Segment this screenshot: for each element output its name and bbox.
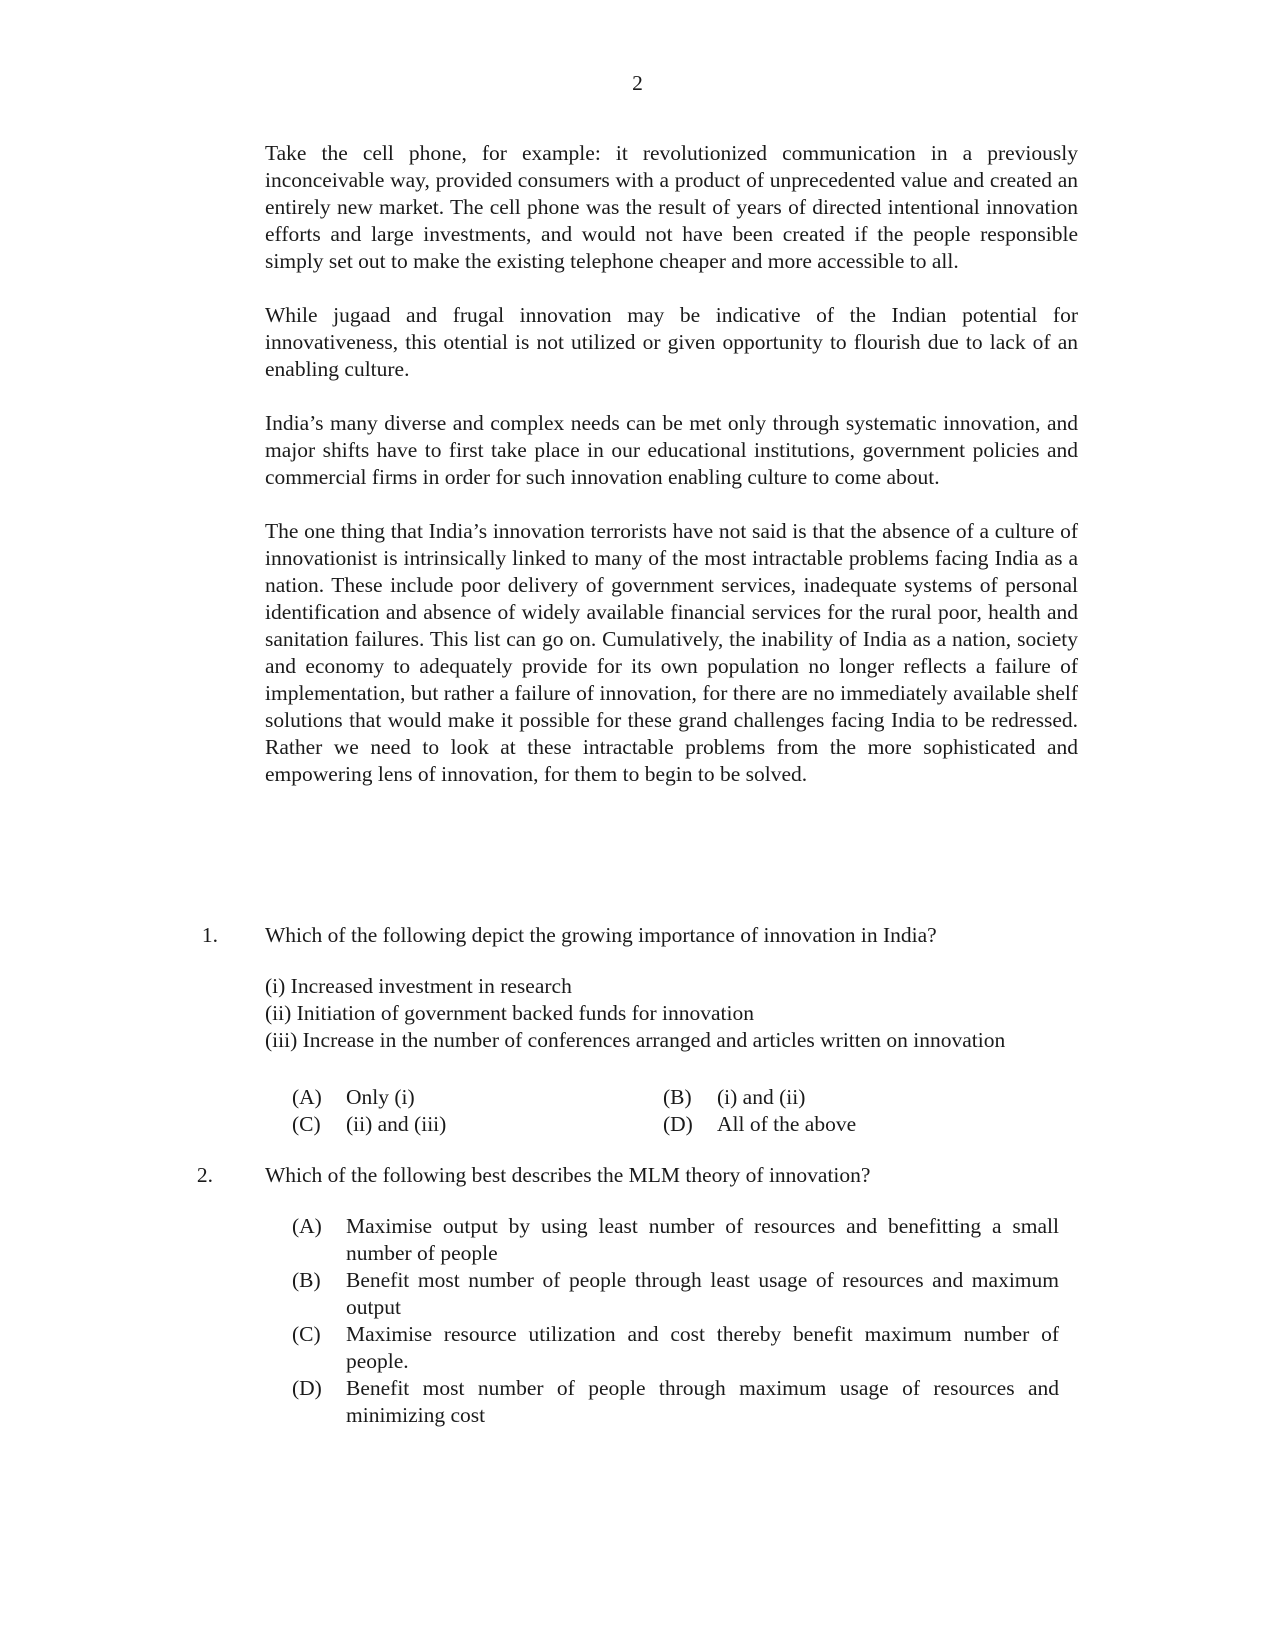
statement-item: (i) Increased investment in research	[265, 974, 572, 998]
question-text: Which of the following best describes the MLM theory of innovation?	[265, 1163, 871, 1187]
option-letter: (C)	[292, 1322, 321, 1346]
option-letter: (D)	[292, 1376, 322, 1400]
passage-paragraph: Take the cell phone, for example: it revolutionized communication in a previously inconceivable way, provided consumers with a product of unprecedented value and created an entirely new market. The cell phone was the result of years of directed intentional innovation efforts and large investments, and would not have been created if the people responsible simply set out to make the existing telephone cheaper and more accessible to all.	[265, 141, 1078, 273]
option-text: (ii) and (iii)	[346, 1112, 447, 1136]
passage-paragraph: The one thing that India’s innovation terrorists have not said is that the absence of a culture of innovationist is intrinsically linked to many of the most intractable problems facing India as a nation. These include poor delivery of government services, inadequate systems of personal identification and absence of widely available financial services for the rural poor, health and sanitation failures. This list can go on. Cumulatively, the inability of India as a nation, society and economy to adequately provide for its own population no longer reflects a failure of implementation, but rather a failure of innovation, for there are no immediately available shelf solutions that would make it possible for these grand challenges facing India to be redressed. Rather we need to look at these intractable problems from the more sophisticated and empowering lens of innovation, for them to begin to be solved.	[265, 519, 1078, 786]
option-letter: (A)	[292, 1214, 322, 1238]
page-number: 2	[632, 71, 643, 95]
option-text: Maximise resource utilization and cost thereby benefit maximum number of people.	[346, 1322, 1059, 1373]
option-letter: (C)	[292, 1112, 321, 1136]
question-number: 2.	[196, 1163, 213, 1187]
passage-paragraph: While jugaad and frugal innovation may be indicative of the Indian potential for innovativeness, this otential is not utilized or given opportunity to flourish due to lack of an enabling culture.	[265, 303, 1078, 381]
option-b[interactable]	[292, 1267, 1059, 1321]
answer-options	[292, 1213, 1059, 1429]
statement-item: (iii) Increase in the number of conferences arranged and articles written on innovation	[265, 1028, 1006, 1052]
option-row	[292, 1084, 912, 1111]
option-d[interactable]	[663, 1111, 856, 1138]
question-text: Which of the following depict the growing importance of innovation in India?	[265, 923, 937, 947]
option-text: (i) and (ii)	[717, 1085, 806, 1109]
option-text: All of the above	[717, 1112, 857, 1136]
option-text: Maximise output by using least number of resources and benefitting a small number of people	[346, 1214, 1059, 1265]
option-a[interactable]	[292, 1213, 1059, 1267]
option-b[interactable]	[663, 1084, 805, 1111]
statement-list	[265, 973, 1085, 1054]
reading-passage	[265, 140, 1078, 815]
option-a[interactable]	[292, 1084, 415, 1111]
statement-item: (ii) Initiation of government backed funds for innovation	[265, 1001, 754, 1025]
option-text: Only (i)	[346, 1085, 415, 1109]
option-c[interactable]	[292, 1111, 446, 1138]
answer-options	[292, 1084, 912, 1138]
question-number: 1.	[201, 923, 218, 947]
option-letter: (A)	[292, 1085, 322, 1109]
option-text: Benefit most number of people through maximum usage of resources and minimizing cost	[346, 1376, 1059, 1427]
option-letter: (D)	[663, 1112, 693, 1136]
option-letter: (B)	[292, 1268, 321, 1292]
option-c[interactable]	[292, 1321, 1059, 1375]
passage-paragraph: India’s many diverse and complex needs can be met only through systematic innovation, and major shifts have to first take place in our educational institutions, government policies and commercial firms in order for such innovation enabling culture to come about.	[265, 411, 1078, 489]
option-letter: (B)	[663, 1085, 692, 1109]
option-text: Benefit most number of people through least usage of resources and maximum output	[346, 1268, 1059, 1319]
option-d[interactable]	[292, 1375, 1059, 1429]
option-row	[292, 1111, 912, 1138]
